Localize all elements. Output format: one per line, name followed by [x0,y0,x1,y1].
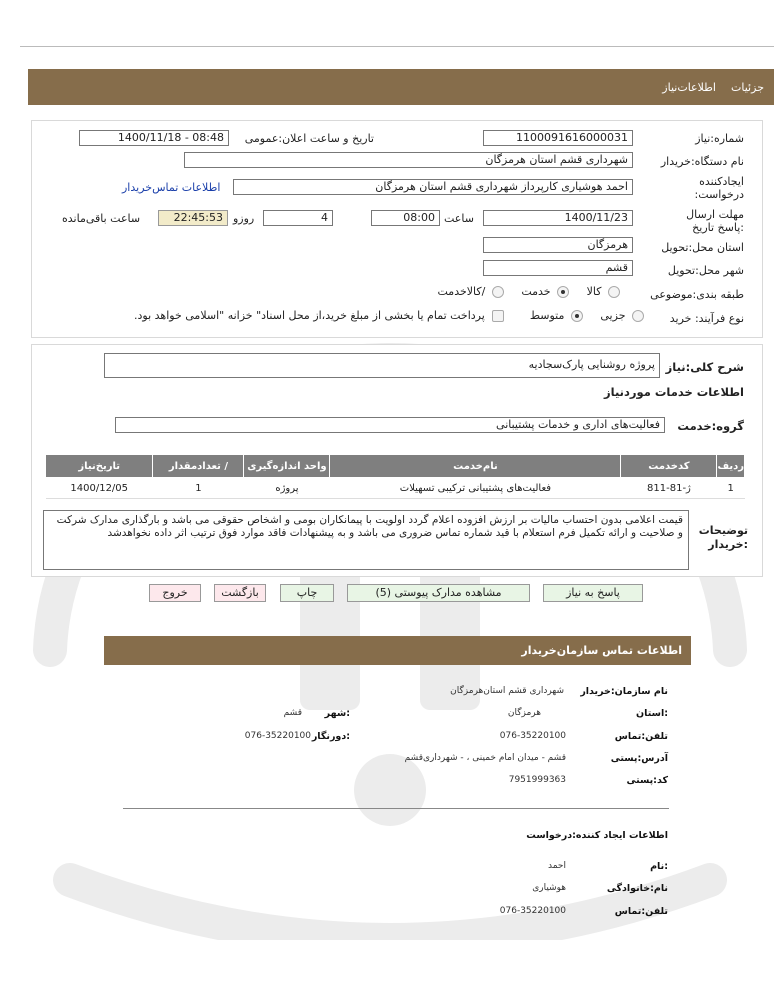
buyer-org-label: نام دستگاه:خریدار [660,155,744,168]
exit-button[interactable]: خروج [149,584,201,602]
address-label: آدرس:پستی [610,753,668,764]
summary-field: پروژه روشنایی پارک‌سجادیه [104,353,660,378]
col-qty: / تعدادمقدار [153,455,244,478]
address-value: قشم - میدان امام خمینی ، - شهرداری‌قشم [404,753,566,763]
days-label: روزو [233,212,255,225]
creator-label: ایجادکننده درخواست: [694,175,744,201]
cat-both-label: /کالاخدمت [437,285,486,298]
contact-bar [104,636,691,665]
contact-divider [123,808,669,809]
phone-value: 076-35220100 [499,731,566,741]
col-row: ردیف [717,455,745,478]
table-header-row [46,455,745,478]
col-name: نام‌خدمت [330,455,621,478]
postal-label: کد:پستی [626,775,668,786]
proc-medium-radio[interactable] [571,310,583,322]
deadline-label: مهلت ارسال :پاسخ تاریخ [686,208,744,234]
creator-field: احمد هوشیاری کارپرداز شهرداری قشم استان هرمزگان [233,179,633,195]
services-table [45,454,745,499]
fax-label: :دورنگار [311,731,350,742]
cell-qty: 1 [153,478,244,499]
process-label: نوع فرآیند: خرید [669,312,744,325]
services-heading: اطلاعات خدمات موردنیاز [604,385,744,399]
tab-details[interactable]: جزئیات [731,81,764,94]
tab-need-info[interactable]: اطلاعات‌نیاز [662,81,716,94]
org-label: نام سازمان:خریدار [580,686,668,697]
reply-button[interactable]: پاسخ به نیاز [543,584,643,602]
proc-partial-label: جزیی [600,309,626,322]
deadline-date-field: 1400/11/23 [483,210,633,226]
process-radio-group [130,309,644,322]
header-tab-bar [28,69,774,105]
buyer-contact-link[interactable]: اطلاعات تماس‌خریدار [122,181,221,194]
announce-datetime-field: 1400/11/18 - 08:48 [79,130,229,146]
remaining-time-field: 22:45:53 [158,210,228,226]
deadline-time-field: 08:00 [371,210,440,226]
buyer-org-field: شهرداری قشم استان هرمزگان [184,152,633,168]
province-label: استان محل:تحویل [661,241,744,254]
cat-service-label: خدمت [521,285,551,298]
creator-name-value: احمد [548,861,566,871]
cat-both-radio[interactable] [492,286,504,298]
table-row[interactable] [46,478,745,499]
announce-label: تاریخ و ساعت اعلان:عمومی [244,132,374,145]
contact-province-value: هرمزگان [507,708,541,718]
contact-bar-title: اطلاعات تماس سازمان‌خریدار [521,644,682,657]
print-button[interactable]: چاپ [280,584,334,602]
need-number-field: 1100091616000031 [483,130,633,146]
col-code: کدخدمت [621,455,717,478]
summary-label: شرح کلی:نیاز [665,360,744,374]
deadline-time-label: ساعت [444,212,474,225]
back-button[interactable]: بازگشت [214,584,266,602]
proc-partial-radio[interactable] [632,310,644,322]
cell-code: ژ-81-811 [621,478,717,499]
attachments-button[interactable]: مشاهده مدارک پیوستی (5) [347,584,530,602]
creator-family-value: هوشیاری [532,883,566,893]
cell-date: 1400/12/05 [46,478,153,499]
group-field: فعالیت‌های اداری و خدمات پشتیبانی [115,417,665,433]
cell-row: 1 [717,478,745,499]
proc-medium-label: متوسط [529,309,565,322]
col-unit: واحد اندازه‌گیری [244,455,330,478]
province-field: هرمزگان [483,237,633,253]
creator-name-label: :نام [650,861,668,872]
phone-label: تلفن:تماس [614,731,668,742]
notes-label: توضیحات :خریدار [698,524,748,551]
cat-service-radio[interactable] [557,286,569,298]
city-field: قشم [483,260,633,276]
group-label: گروه:خدمت [677,419,744,433]
cell-unit: پروژه [244,478,330,499]
fax-value: 076-35220100 [244,731,311,741]
category-label: طبقه بندی:موضوعی [650,288,744,301]
city-label: شهر محل:تحویل [667,264,744,277]
creator-heading: اطلاعات ایجاد کننده:درخواست [526,830,668,841]
cat-goods-label: کالا [586,285,602,298]
col-date: تاریخ‌نیاز [46,455,153,478]
org-value: شهرداری قشم استان‌هرمزگان [450,686,564,696]
cat-goods-radio[interactable] [608,286,620,298]
contact-province-label: :استان [636,708,668,719]
payment-checkbox[interactable] [492,310,504,322]
creator-family-label: نام:خانوادگی [606,883,668,894]
contact-city-label: :شهر [324,708,350,719]
cell-name: فعالیت‌های پشتیبانی ترکیبی تسهیلات [330,478,621,499]
postal-value: 7951999363 [508,775,566,785]
payment-note: پرداخت تمام یا بخشی از مبلغ خرید،از محل اسناد" خزانه "اسلامی خواهد بود. [134,309,485,322]
contact-city-value: قشم [283,708,302,718]
creator-phone-value: 076-35220100 [499,906,566,916]
notes-field: قیمت اعلامی بدون احتساب مالیات بر ارزش افزوده اعلام گردد اولویت با پیمانکاران بومی و اشخاص حقوقی می باشد و بارگذاری مدارک شرکت و صلاحیت و ارائه تکمیل فرم استعلام با قید شماره تماس ضروری می باشد و به پیشنهادات فاقد موارد فوق ترتیب اثر داده نخواهدشد [43,510,689,570]
days-field: 4 [263,210,333,226]
remaining-label: ساعت باقی‌مانده [62,212,141,225]
creator-phone-label: تلفن:تماس [614,906,668,917]
category-radio-group [435,285,621,298]
top-divider [20,46,774,47]
need-number-label: شماره:نیاز [695,132,744,145]
